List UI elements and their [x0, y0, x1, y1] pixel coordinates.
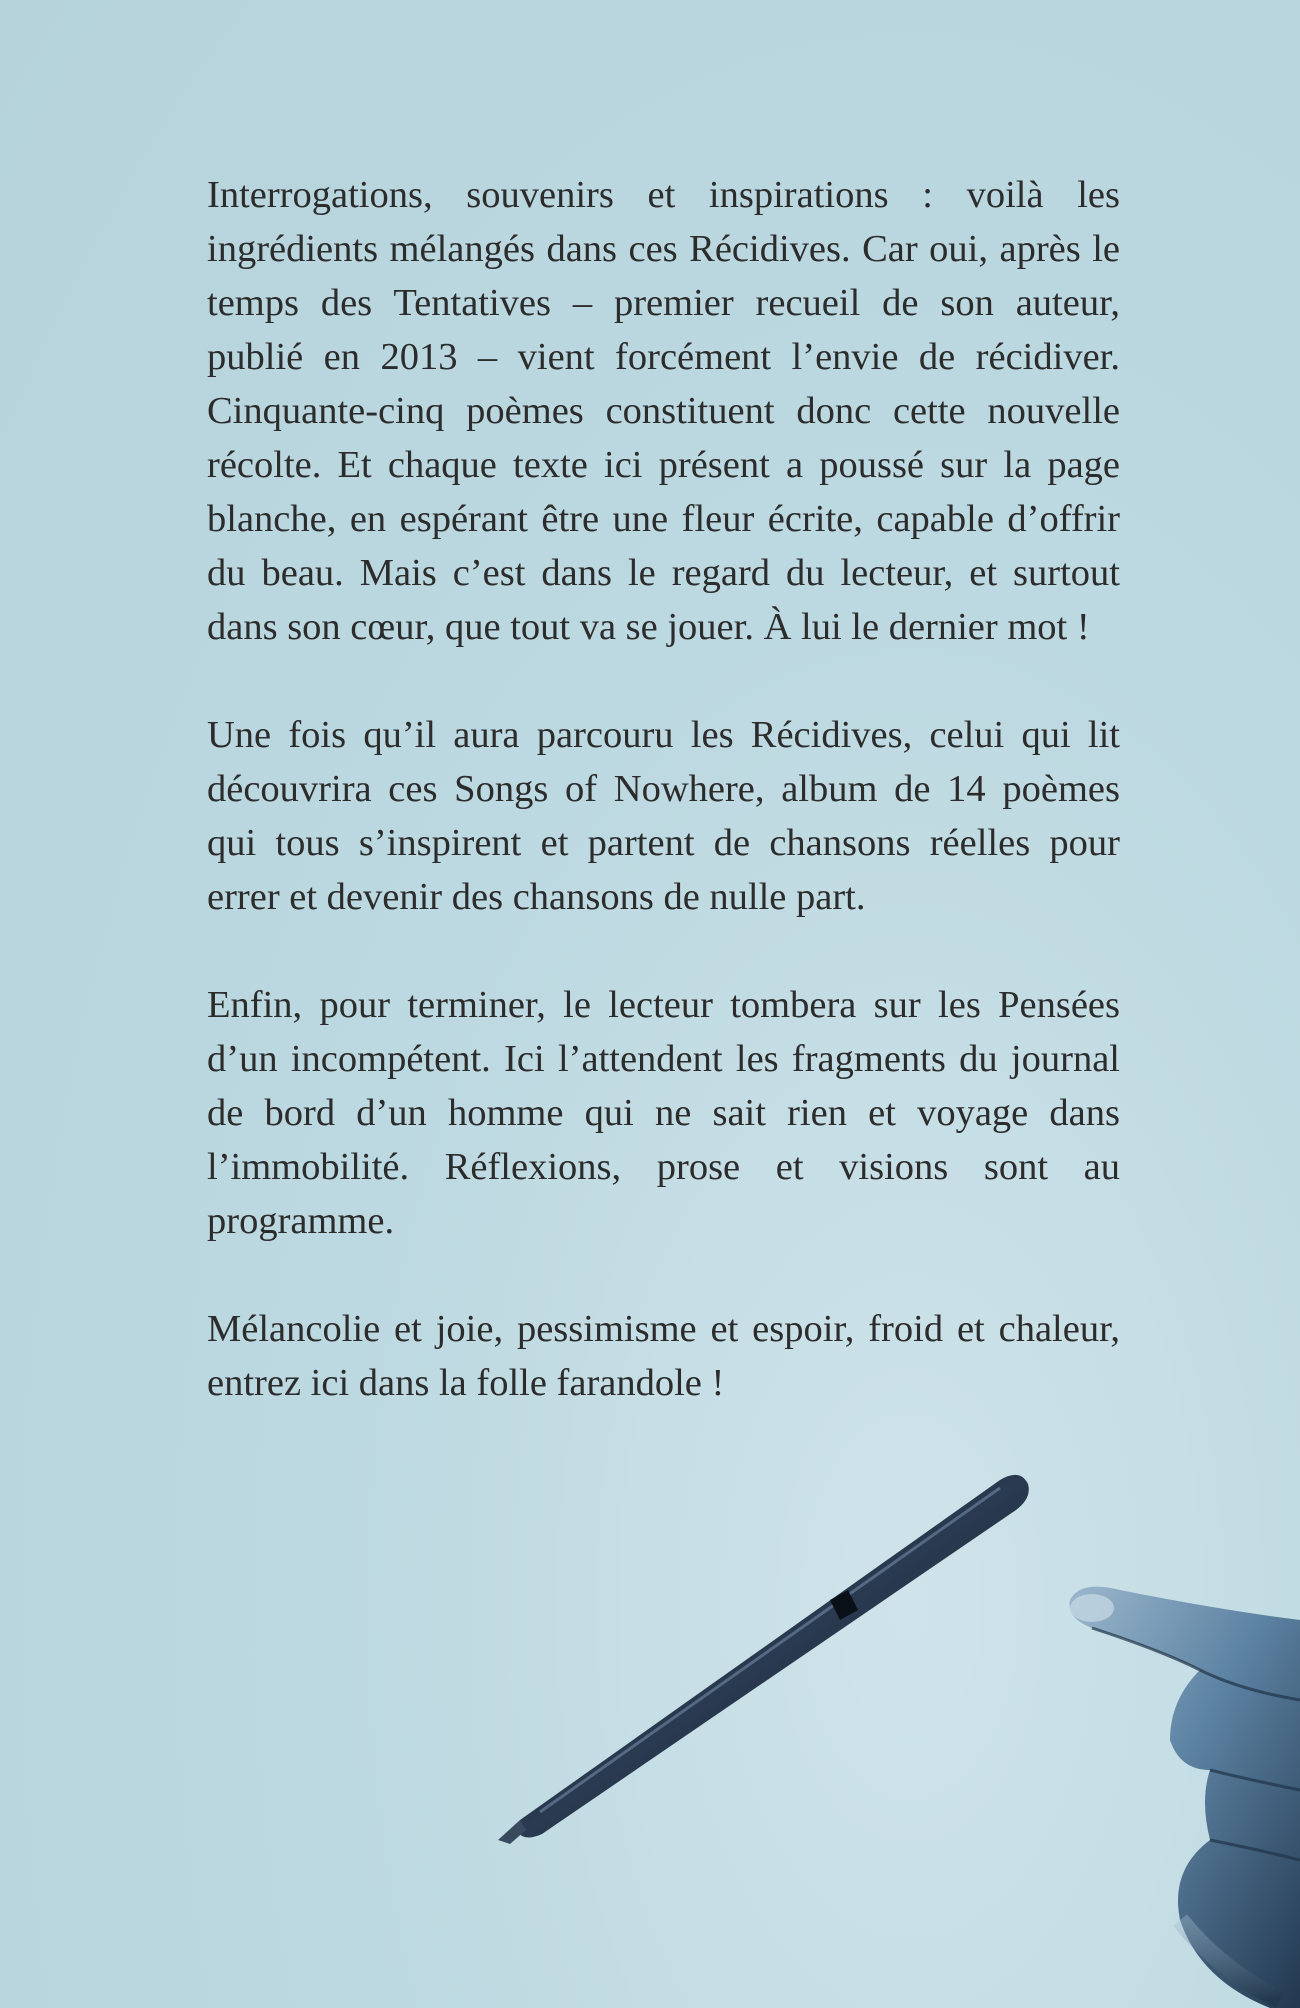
hand-icon	[1069, 1587, 1300, 2008]
pen-and-hand-illustration	[480, 1440, 1300, 2008]
paragraph-intro: Interrogations, souvenirs et inspirations : voilà les ingrédients mélangés dans ces Récidives. Car oui, après le temps des Tentatives – premier recueil de son auteur, publié en 2013 – vient forcément l’envie de récidiver. Cinquante-cinq poèmes constituent donc cette nouvelle récolte. Et chaque texte ici présent a poussé sur la page blanche, en espérant être une fleur écrite, capable d’offrir du beau. Mais c’est dans le regard du lecteur, et surtout dans son cœur, que tout va se jouer. À lui le dernier mot !	[207, 174, 1120, 648]
blurb-text	[207, 168, 1120, 1464]
paragraph-closing: Mélancolie et joie, pessimisme et espoir, froid et chaleur, entrez ici dans la folle farandole !	[207, 1308, 1120, 1404]
pen-icon	[498, 1475, 1029, 1844]
paragraph-songs-of-nowhere: Une fois qu’il aura parcouru les Récidives, celui qui lit découvrira ces Songs of Nowhere, album de 14 poèmes qui tous s’inspirent et partent de chansons réelles pour errer et devenir des chansons de nulle part.	[207, 714, 1120, 918]
paragraph-pensees: Enfin, pour terminer, le lecteur tombera sur les Pensées d’un incompétent. Ici l’attendent les fragments du journal de bord d’un homme qui ne sait rien et voyage dans l’immobilité. Réflexions, prose et visions sont au programme.	[207, 984, 1120, 1242]
